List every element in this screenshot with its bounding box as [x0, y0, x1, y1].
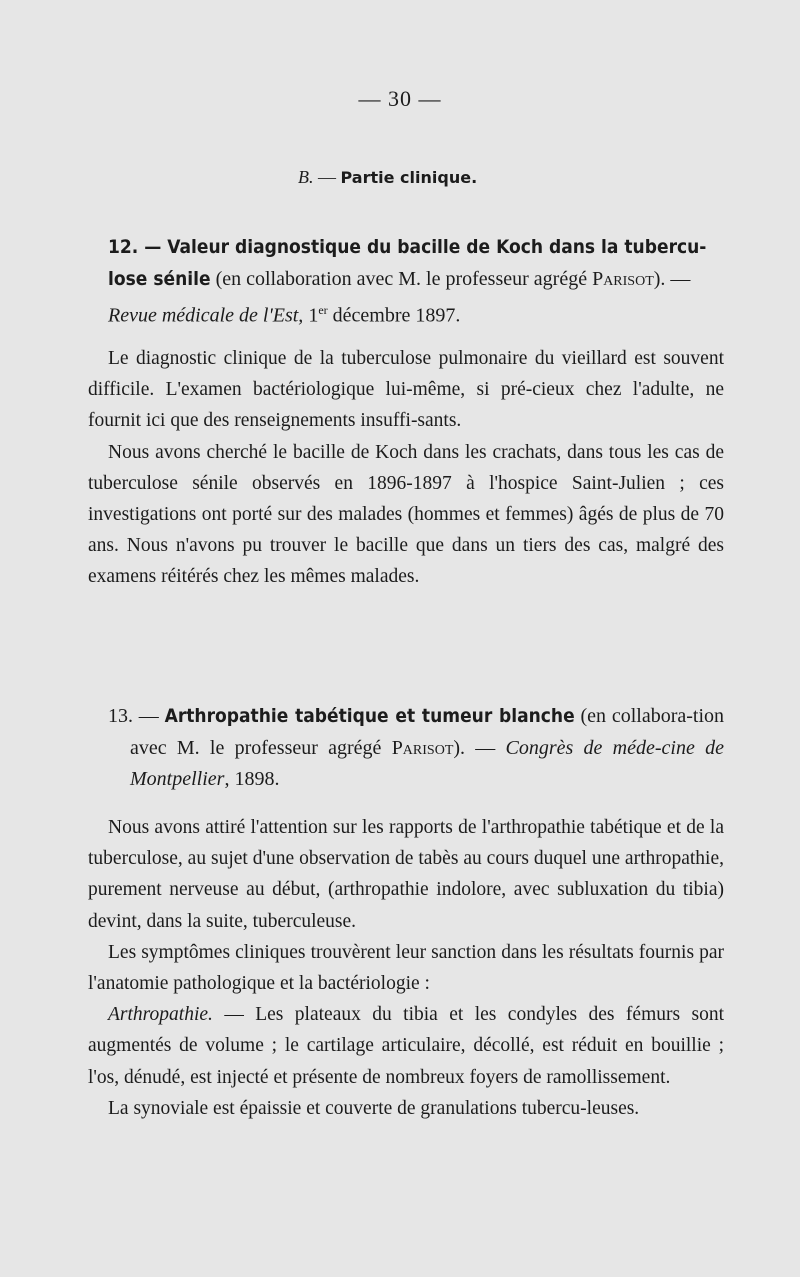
entry-13-year: , 1898.: [224, 768, 280, 790]
entry-12-paragraph-2: Nous avons cherché le bacille de Koch dans les crachats, dans tous les cas de tuberculose sénile observés en 1896-1897 à l'hospice Saint-Julien ; ces investigations ont porté sur des malades (hommes et femmes) âgés de plus de 70 ans. Nous n'avons pu trouver le bacille que dans un tiers des cas, malgré des examens réitérés chez les mêmes malades.: [88, 441, 724, 588]
entry-13-collab-post: ). —: [453, 736, 506, 759]
entry-13-heading-block: [108, 701, 724, 796]
section-title: Partie clinique.: [340, 168, 478, 187]
entry-13-collab-name: Parisot: [391, 736, 454, 759]
entry-12-collab-pre: (en collaboration avec M. le professeur agrégé: [210, 267, 593, 290]
entry-12-collab-name: Parisot: [592, 267, 654, 290]
entry-13-paragraph-3-text: — Les plateaux du tibia et les condyles des fémurs sont augmentés de volume ; le cartilage articulaire, décollé, est réduit en bouillie ; l'os, dénudé, est injecté et présente de nombreux foyers de ramollissement.: [88, 1004, 724, 1088]
entry-13-journal: Congrès de méde-cine de Montpellier: [130, 736, 724, 790]
section-dash: —: [313, 167, 341, 187]
entry-13-number: 13. —: [108, 705, 165, 727]
entry-13-paragraph-4: La synoviale est épaissie et couverte de granulations tubercu-leuses.: [108, 1097, 640, 1119]
entry-13-paragraph-3: [88, 999, 724, 1093]
page-number: — 30 —: [358, 86, 442, 111]
entry-12-number: 12. —: [108, 236, 168, 258]
section-heading: [298, 167, 477, 188]
entry-13-paragraph-1: Nous avons attiré l'attention sur les rapports de l'arthropathie tabétique et de la tuberculose, au sujet d'une observation de tabès au cours duquel une arthropathie, purement nerveuse au début, (arthropathie indolore, avec subluxation du tibia) devint, dans la suite, tuberculeuse.: [88, 817, 724, 932]
entry-13-paragraph-3-label: Arthropathie.: [108, 1004, 213, 1026]
entry-13-paragraph-2: Les symptômes cliniques trouvèrent leur sanction dans les résultats fournis par l'anatomie pathologique et la bactériologie :: [88, 941, 724, 995]
entry-12-title: Valeur diagnostique du bacille de Koch dans la tubercu-lose sénile: [108, 236, 707, 290]
entry-13-title: Arthropathie tabétique et tumeur blanche: [164, 705, 575, 727]
section-letter: B.: [298, 167, 314, 187]
entry-12-date-rest: décembre 1897.: [327, 304, 461, 327]
entry-13-heading: [108, 701, 724, 796]
entry-12-collab-post: ). —: [653, 267, 691, 290]
entry-12-paragraph-1: Le diagnostic clinique de la tuberculose pulmonaire du vieillard est souvent difficile. L'examen bactériologique lui-même, si pré-cieux chez l'adulte, ne fournit ici que des renseignements insuffi-sants.: [88, 348, 724, 432]
entry-13-collab-pre: (en collabora-tion avec M. le professeur agrégé: [130, 705, 725, 759]
entry-12-date-sup: er: [318, 303, 328, 317]
entry-13-body: [88, 812, 724, 1124]
entry-12-journal: Revue médicale de l'Est,: [108, 304, 304, 327]
entry-12-body: [88, 343, 724, 593]
entry-12-heading: [108, 232, 724, 332]
entry-12-date-day: 1: [303, 304, 319, 327]
